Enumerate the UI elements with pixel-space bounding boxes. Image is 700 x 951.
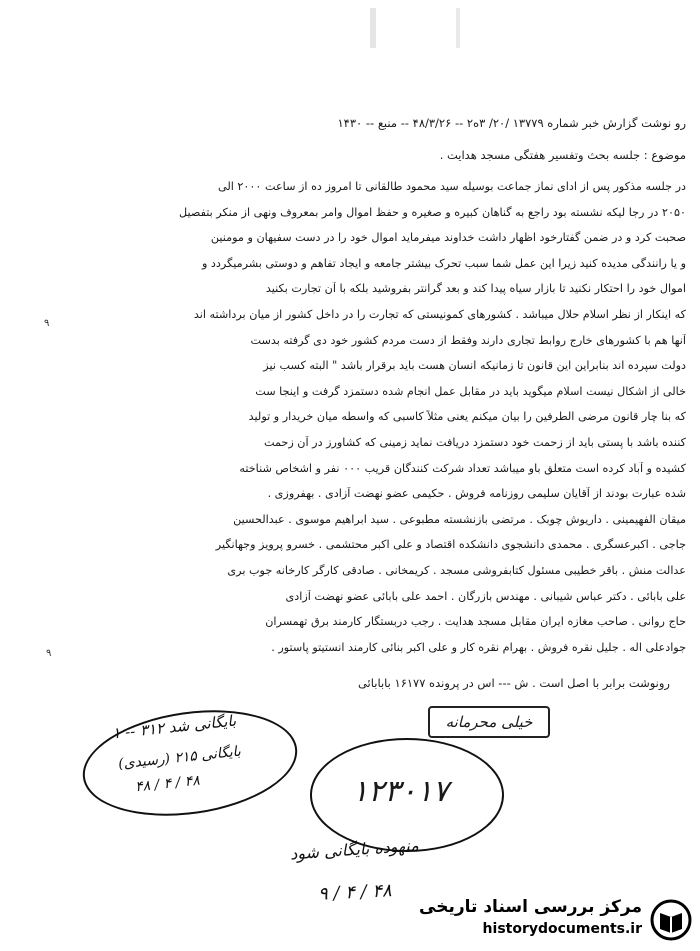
handwritten-date: ۴۸ / ۴ / ۹ (317, 880, 393, 905)
body-line: حاج روانی . صاحب مغازه ایران مقابل مسجد هدایت . رجب دربستگار کارمند برق تهمسران (265, 615, 686, 629)
body-line: علی بابائی . دکتر عباس شیبانی . مهندس بازرگان . احمد علی بابائی عضو نهضت آزادی (285, 589, 686, 603)
book-seal-icon (650, 899, 692, 941)
faded-corner-stamp (370, 8, 460, 48)
handwritten-note-2: بایگانی ۲۱۵ (رسیدی) (117, 743, 242, 773)
watermark-title: مرکز بررسی اسناد تاریخی (419, 897, 642, 917)
body-line: آنها هم با کشورهای خارج روابط تجاری دارند وفقط از دست مردم کشور خود دی گرفته بدست (250, 333, 686, 347)
handwritten-note-1: بایگانی شد ۳۱۲ -- ۱ (111, 711, 237, 743)
top-secret-stamp: خیلی محرمانه (428, 706, 550, 738)
body-line: کشیده و آباد کرده است متعلق باو میباشد تعداد شرکت کنندگان قریب ۰۰۰ نفر و اشخاص شناخته (239, 461, 686, 475)
body-line: که بنا چار قانون مرضی الطرفین را بیان میکنم یعنی مثلاً کاسبی که واسطه میان خریدار و تولید (248, 410, 686, 424)
margin-mark-2: ۹ (46, 648, 52, 659)
body-line: و یا رانندگی مدیده کنید زیرا این عمل شما سبب تحرک بیشتر جامعه و ایجاد تفاهم و دوستی بشرمیگردد و (201, 256, 686, 270)
body-line: دولت سپرده اند بنابراین این قانون تا زمانیکه انسان هست باید برقرار باشد " البته کسب نیز (263, 359, 686, 373)
body-line: صحبت کرد و در ضمن گفتارخود اظهار داشت خداوند میفرماید اموال خود را در دست سفیهان و مومنین (210, 231, 686, 245)
handwritten-note-3: ۴۸ / ۴ / ۴۸ (134, 772, 201, 796)
margin-mark: ۹ (44, 318, 50, 329)
registry-number: ۱۲۳۰۱۷ (352, 774, 449, 809)
body-line: ۲۰۵۰ در رجا لیکه نشسته بود راجع به گناهان کبیره و صغیره و حفظ اموال وامر بمعروف ونهی از منکر بتفصیل (179, 205, 686, 219)
subject-line: موضوع : جلسه بحث وتفسیر هفتگی مسجد هدایت . (439, 148, 686, 162)
handwritten-note-4: منهوده بایگانی شود (289, 835, 420, 864)
body-line: عدالت منش . باقر خطیبی مسئول کتابفروشی مسجد . کریمخانی . صادقی کارگر کارخانه جوب بری (227, 564, 686, 577)
copy-certification: رونوشت برابر با اصل است . ش --- اس در پرونده ۱۶۱۷۷ بابابائی (357, 676, 670, 690)
body-line: جوادعلی اله . جلیل نقره فروش . بهرام نقره کار و علی اکبر بنائی کارمند انستیتو پاستور . (271, 640, 686, 654)
body-line: اموال خود را احتکار نکنید تا بازار سیاه پیدا کند و بعد گرانتر بفروشید بلکه با آن تجارت بکنید (265, 282, 686, 296)
report-header-line: رو نوشت گزارش خبر شماره ۱۳۷۷۹ /۲۰/ ۳ه۲ -- ۴۸/۳/۲۶ -- منبع -- ۱۴۳۰ (337, 116, 686, 130)
watermark-url: historydocuments.ir (482, 921, 642, 937)
body-line: که اینکار از نظر اسلام حلال میباشد . کشورهای کمونیستی که تجارت را در داخل کشور از میان برداشته اند (193, 308, 686, 321)
body-line: کننده باشد با پستی باید از زحمت خود دستمزد دریافت نماید زمینی که کشاورز در آن زحمت (263, 436, 686, 449)
body-line: میقان الفهیمینی . داریوش چوبک . مرتضی بازنشسته مطبوعی . سید ابراهیم موسوی . عبدالحسین (233, 512, 686, 526)
body-line: در جلسه مذکور پس از ادای نماز جماعت بوسیله سید محمود طالقانی تا امروز ده از ساعت ۲۰۰۰ الی (218, 180, 686, 193)
body-line: شده عبارت بودند از آقایان سلیمی روزنامه فروش . حکیمی عضو نهضت آزادی . بهفروزی . (267, 487, 686, 501)
watermark (392, 897, 692, 943)
body-line: خالی از اشکال نیست اسلام میگوید باید در مقابل عمل انجام شده دستمزد گرفت و اینجا ست (255, 384, 686, 398)
body-line: جاجی . اکبرعسگری . محمدی دانشجوی دانشکده اقتصاد و علی اکبر محتشمی . خسرو پرویز وجهانگیر (215, 538, 686, 552)
